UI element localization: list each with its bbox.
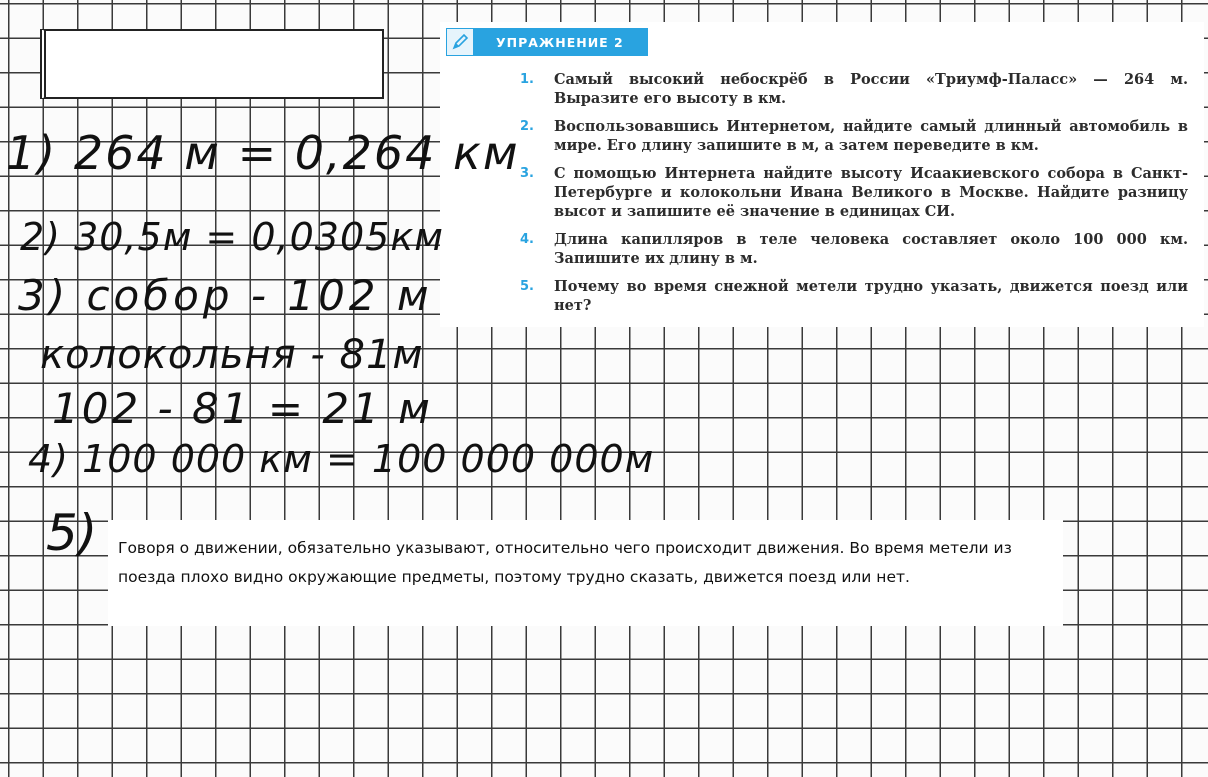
exercise-title: УПРАЖНЕНИЕ 2 <box>496 34 624 50</box>
task-item <box>520 117 1188 155</box>
handwritten-answer-2: 2) 30,5м = 0,0305км <box>20 215 444 259</box>
blank-label-box <box>40 29 384 99</box>
task-number: 3. <box>520 166 534 181</box>
task-item <box>520 277 1188 315</box>
task-item <box>520 230 1188 268</box>
task-text: Воспользовавшись Интернетом, найдите самый длинный автомобиль в мире. Его длину запишите в м, а затем переведите в км. <box>554 118 1188 154</box>
handwritten-answer-3-difference: 102 - 81 = 21 м <box>52 384 433 433</box>
task-text: Самый высокий небоскрёб в России «Триумф-Паласс» — 264 м. Выразите его высоту в км. <box>554 71 1188 107</box>
task-text: С помощью Интернета найдите высоту Исаакиевского собора в Санкт-Петербурге и колокольни Ивана Великого в Москве. Найдите разницу высот и запишите её значение в единицах СИ. <box>554 165 1188 220</box>
handwritten-answer-1: 1) 264 м = 0,264 км <box>6 126 520 180</box>
task-text: Длина капилляров в теле человека составляет около 100 000 км. Запишите их длину в м. <box>554 231 1188 267</box>
task-item <box>520 70 1188 108</box>
task-number: 1. <box>520 72 534 87</box>
handwritten-answer-3-cathedral: 3) собор - 102 м <box>18 271 433 320</box>
task-number: 5. <box>520 279 534 294</box>
pencil-icon <box>446 28 474 56</box>
task-number: 2. <box>520 119 534 134</box>
handwritten-answer-4: 4) 100 000 км = 100 000 000м <box>28 437 655 481</box>
task-list <box>520 70 1188 324</box>
answer-5-text: Говоря о движении, обязательно указывают, относительно чего происходит движения. Во время метели из поезда плохо видно окружающие предметы, поэтому трудно сказать, движется поезд или нет. <box>108 520 1063 626</box>
task-number: 4. <box>520 232 534 247</box>
exercise-header <box>446 28 648 56</box>
handwritten-answer-5-label: 5) <box>46 504 98 562</box>
exercise-panel <box>440 22 1204 327</box>
handwritten-answer-3-belltower: колокольня - 81м <box>40 332 424 378</box>
task-item <box>520 164 1188 221</box>
task-text: Почему во время снежной метели трудно указать, движется поезд или нет? <box>554 278 1188 314</box>
